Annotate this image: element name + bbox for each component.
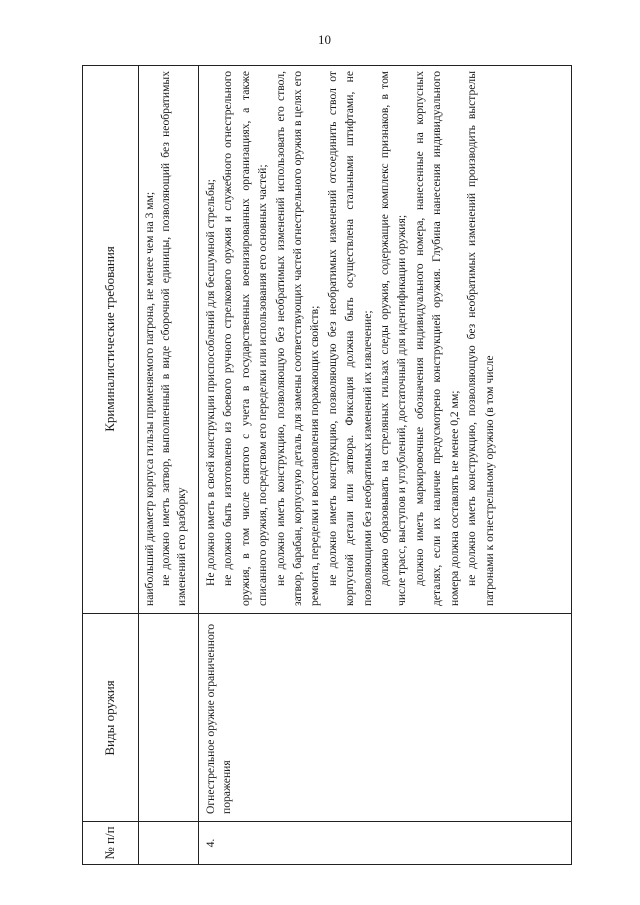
continuation-line-2: не должно иметь затвор, выполненный в виде сборочной единицы, позволяющий без необратимых изменений его разборку (159, 71, 188, 606)
page-number: 10 (318, 32, 331, 47)
row4-number: 4. (204, 838, 217, 848)
requirements-table (82, 65, 572, 865)
rotated-page-content (82, 65, 572, 865)
requirement-item: Не должно иметь в своей конструкции приспособлений для бесшумной стрельбы; (204, 179, 217, 586)
header-weapon-types: Виды оружия (102, 680, 118, 756)
header-requirements: Криминалистические требования (102, 246, 118, 432)
continuation-line-1: наибольший диаметр корпуса гильзы применяемого патрона, не менее чем на 3 мм; (143, 191, 156, 606)
continuation-requirements (142, 71, 190, 606)
continuation-row-divider (198, 66, 199, 864)
requirement-item: должно образовывать на стреляных гильзах следы оружия, содержащие комплекс признаков, в том числе трасс, выступов и углублений, достаточный для идентификации оружия; (378, 71, 409, 606)
requirement-item: не должно иметь конструкцию, позволяющую без необратимых изменений использовать его ствол, затвор, барабан, корпусную деталь для замены соответствующих частей огнестрельного оружия в целях его ремонта, переделки и восстановления поражающих свойств; (273, 71, 322, 606)
col-divider-2 (83, 613, 571, 614)
row4-requirements (202, 71, 498, 606)
requirement-item: не должно быть изготовлено из боевого ручного стрелкового оружия и служебного огнестрельного оружия, в том числе снятого с учета в государственных военизированных организациях, а также списанного оружия, посредством его переделки или использования его основных частей; (221, 71, 270, 606)
requirement-item: не должно иметь конструкцию, позволяющую без необратимых изменений производить выстрелы патронами к огнестрельному оружию (в том числе (465, 71, 496, 606)
header-row-divider (138, 66, 139, 864)
col-divider-1 (83, 821, 571, 822)
requirement-item: должно иметь маркировочные обозначения индивидуального номера, нанесенные на корпусных деталях, если их наличие предусмотрено конструкцией оружия. Глубина нанесения индивидуального номера должна составлять не менее 0,2 мм; (412, 71, 461, 606)
header-num: № п/п (102, 826, 118, 860)
requirement-item: не должно иметь конструкцию, позволяющую без необратимых изменений отсоединить ствол от корпусной детали или затвора. Фиксация должна быть осуществлена стальными штифтами, не позволяющими без необратимых изменений их извлечение; (325, 71, 374, 606)
row4-weapon-type: Огнестрельное оружие ограниченного поражения (204, 623, 233, 814)
